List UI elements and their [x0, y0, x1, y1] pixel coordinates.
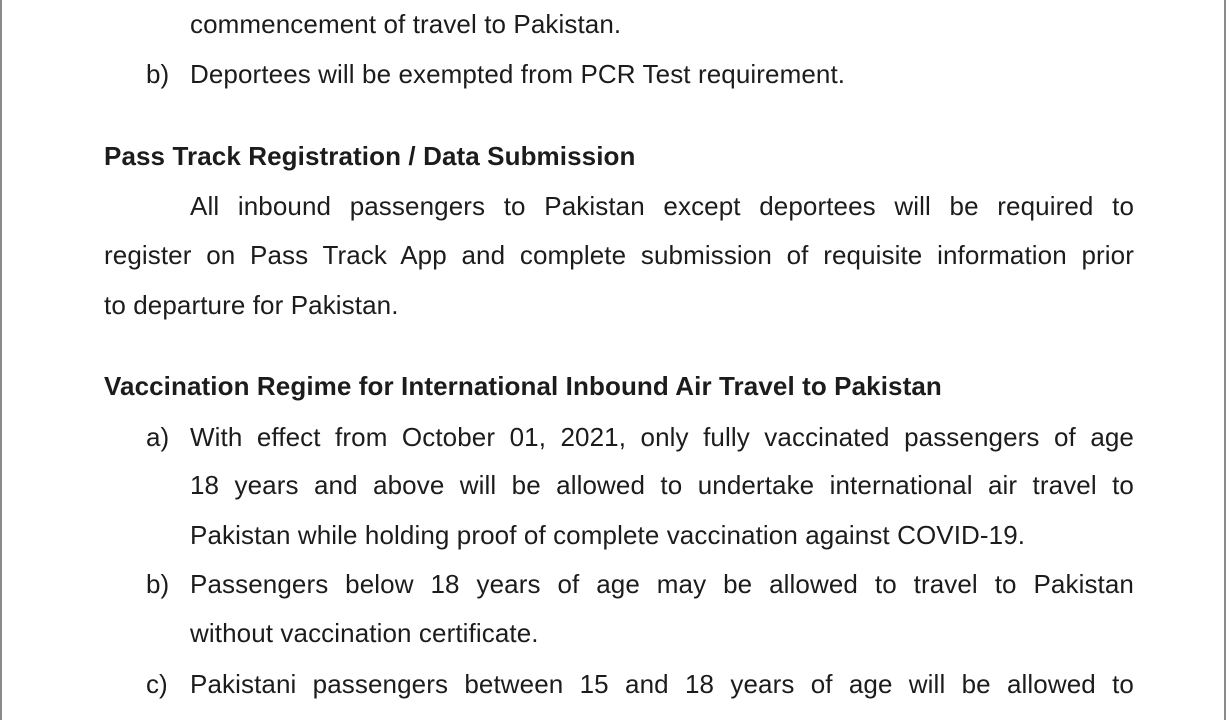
vaccination-item-a-line-3: Pakistan while holding proof of complete vaccination against COVID-19. [190, 520, 1026, 550]
previous-item-tail: commencement of travel to Pakistan. [190, 9, 622, 39]
page-border-left [0, 0, 2, 720]
vaccination-item-a-line-1: With effect from October 01, 2021, only fully vaccinated passengers of age [190, 422, 1134, 452]
vaccination-item-c-line-1: Pakistani passengers between 15 and 18 years of age will be allowed to [190, 669, 1134, 699]
vaccination-item-b-line-1: Passengers below 18 years of age may be allowed to travel to Pakistan [190, 569, 1134, 599]
vaccination-item-a-line-2: 18 years and above will be allowed to undertake international air travel to [190, 470, 1134, 500]
vaccination-heading: Vaccination Regime for International Inbound Air Travel to Pakistan [104, 371, 942, 401]
previous-list-item-b-text: Deportees will be exempted from PCR Test requirement. [190, 59, 846, 89]
pass-track-heading: Pass Track Registration / Data Submission [104, 141, 636, 171]
pass-track-paragraph-line-3: to departure for Pakistan. [104, 290, 399, 320]
vaccination-list-marker-a: a) [146, 422, 170, 452]
vaccination-list-marker-b: b) [146, 569, 170, 599]
vaccination-list-marker-c: c) [146, 669, 168, 699]
pass-track-paragraph-line-2: register on Pass Track App and complete submission of requisite information prior [104, 240, 1134, 270]
vaccination-item-b-line-2: without vaccination certificate. [190, 618, 539, 648]
previous-list-marker-b: b) [146, 59, 170, 89]
pass-track-paragraph-line-1: All inbound passengers to Pakistan except deportees will be required to [190, 191, 1134, 221]
